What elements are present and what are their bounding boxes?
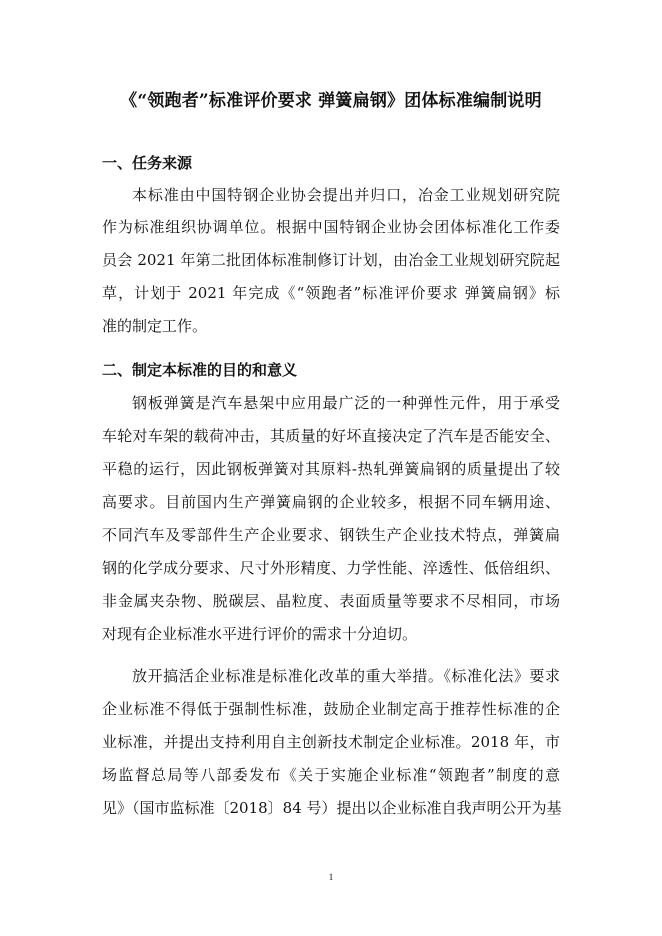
page-number: 1 bbox=[328, 872, 334, 882]
paragraph-line: 作为标准组织协调单位。根据中国特钢企业协会团体标准化工作委 bbox=[102, 218, 560, 236]
paragraph-line: 不同汽车及零部件生产企业要求、钢铁生产企业技术特点，弹簧扁 bbox=[102, 526, 560, 544]
section-heading-purpose: 二、制定本标准的目的和意义 bbox=[102, 361, 298, 379]
paragraph-line: 草，计划于 2021 年完成《“领跑者”标准评价要求 弹簧扁钢》标 bbox=[102, 284, 560, 302]
paragraph-line: 钢的化学成分要求、尺寸外形精度、力学性能、淬透性、低倍组织、 bbox=[102, 559, 560, 577]
paragraph-line: 业标准，并提出支持利用自主创新技术制定企业标准。2018 年，市 bbox=[102, 733, 560, 751]
paragraph-line: 本标准由中国特钢企业协会提出并归口，冶金工业规划研究院 bbox=[132, 186, 560, 204]
paragraph-line: 钢板弹簧是汽车悬架中应用最广泛的一种弹性元件，用于承受 bbox=[132, 394, 560, 412]
document-title: 《“领跑者”标准评价要求 弹簧扁钢》团体标准编制说明 bbox=[120, 91, 542, 111]
paragraph-line: 员会 2021 年第二批团体标准制修订计划，由冶金工业规划研究院起 bbox=[102, 251, 560, 269]
paragraph-line: 准的制定工作。 bbox=[102, 317, 208, 335]
paragraph-line: 企业标准不得低于强制性标准，鼓励企业制定高于推荐性标准的企 bbox=[102, 700, 560, 718]
section-heading-task-source: 一、任务来源 bbox=[102, 154, 193, 172]
paragraph-line: 平稳的运行，因此钢板弹簧对其原料-热轧弹簧扁钢的质量提出了较 bbox=[102, 460, 560, 478]
paragraph-line: 车轮对车架的载荷冲击，其质量的好坏直接决定了汽车是否能安全、 bbox=[102, 427, 560, 445]
paragraph-line: 非金属夹杂物、脱碳层、晶粒度、表面质量等要求不尽相同，市场 bbox=[102, 592, 560, 610]
paragraph-line: 见》（国市监标准〔2018〕84 号）提出以企业标准自我声明公开为基 bbox=[102, 799, 562, 817]
paragraph-line: 对现有企业标准水平进行评价的需求十分迫切。 bbox=[102, 625, 418, 643]
paragraph-line: 高要求。目前国内生产弹簧扁钢的企业较多，根据不同车辆用途、 bbox=[102, 493, 560, 511]
paragraph-line: 放开搞活企业标准是标准化改革的重大举措。《标准化法》要求 bbox=[132, 667, 560, 685]
paragraph-line: 场监督总局等八部委发布《关于实施企业标准“领跑者”制度的意 bbox=[102, 766, 560, 784]
